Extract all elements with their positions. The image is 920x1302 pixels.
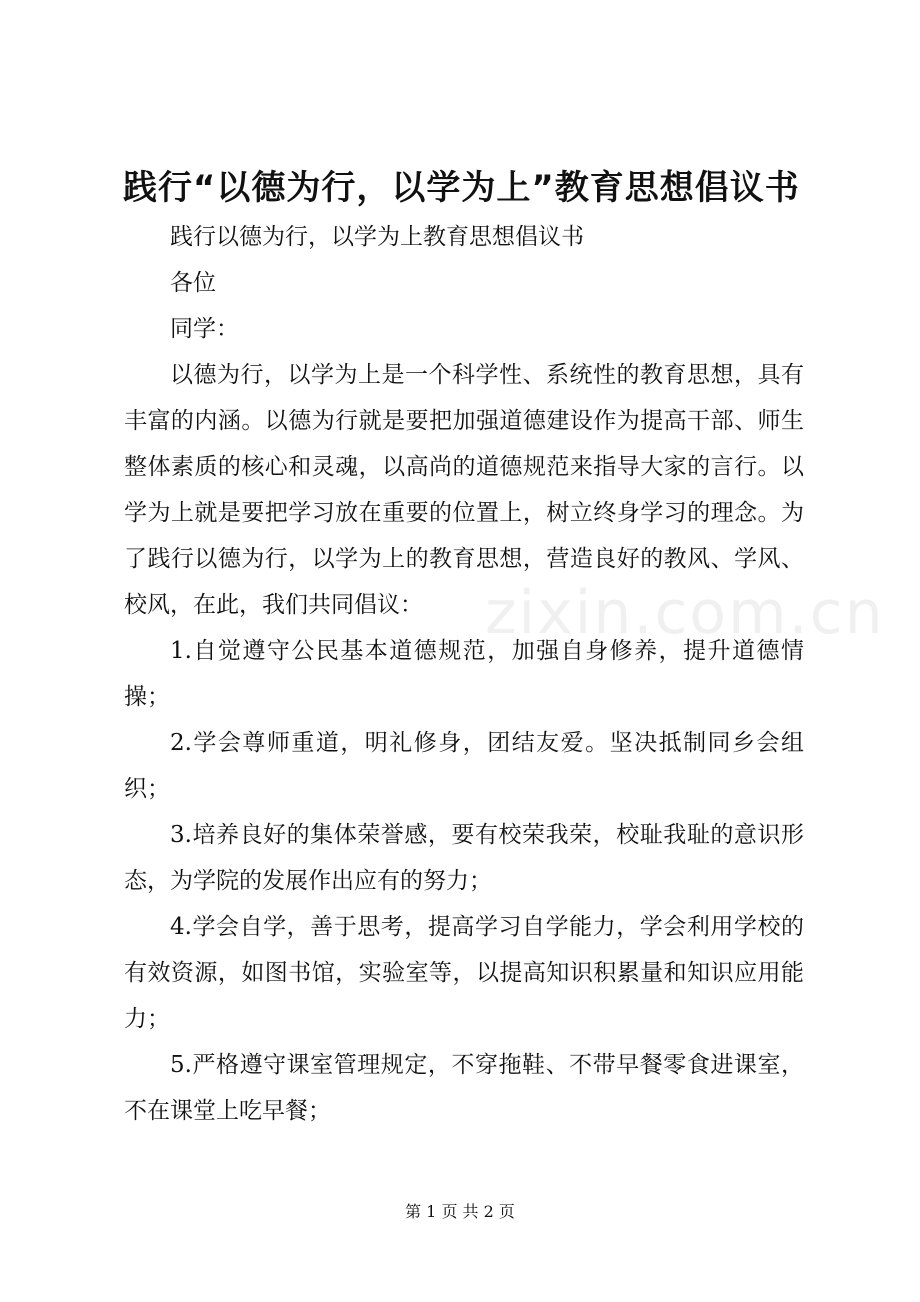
paragraph-item-3: 3.培养良好的集体荣誉感，要有校荣我荣，校耻我耻的意识形态，为学院的发展作出应有的努力；: [124, 822, 804, 894]
paragraph-salutation-1: 各位: [170, 270, 216, 296]
watermark: zixin.com.cn: [485, 578, 885, 648]
page-footer: 第 1 页 共 2 页: [405, 1202, 515, 1221]
document-body: [124, 214, 804, 1134]
paragraph-intro: 以德为行，以学为上是一个科学性、系统性的教育思想，具有丰富的内涵。以德为行就是要把加强道德建设作为提高干部、师生整体素质的核心和灵魂，以高尚的道德规范来指导大家的言行。以学为上就是要把学习放在重要的位置上，树立终身学习的理念。为了践行以德为行，以学为上的教育思想，营造良好的教风、学风、校风，在此，我们共同倡议：: [124, 362, 804, 618]
paragraph-item-1: 1.自觉遵守公民基本道德规范，加强自身修养，提升道德情操；: [124, 638, 804, 710]
paragraph-item-4: 4.学会自学，善于思考，提高学习自学能力，学会利用学校的有效资源，如图书馆，实验室等，以提高知识积累量和知识应用能力；: [124, 914, 804, 1032]
document-title: 践行“以德为行，以学为上”教育思想倡议书: [123, 168, 800, 208]
paragraph-subtitle: 践行以德为行，以学为上教育思想倡议书: [170, 224, 584, 250]
paragraph-item-5: 5.严格遵守课室管理规定，不穿拖鞋、不带早餐零食进课室，不在课堂上吃早餐；: [124, 1052, 804, 1124]
paragraph-salutation-2: 同学：: [170, 316, 239, 342]
paragraph-item-2: 2.学会尊师重道，明礼修身，团结友爱。坚决抵制同乡会组织；: [124, 730, 804, 802]
